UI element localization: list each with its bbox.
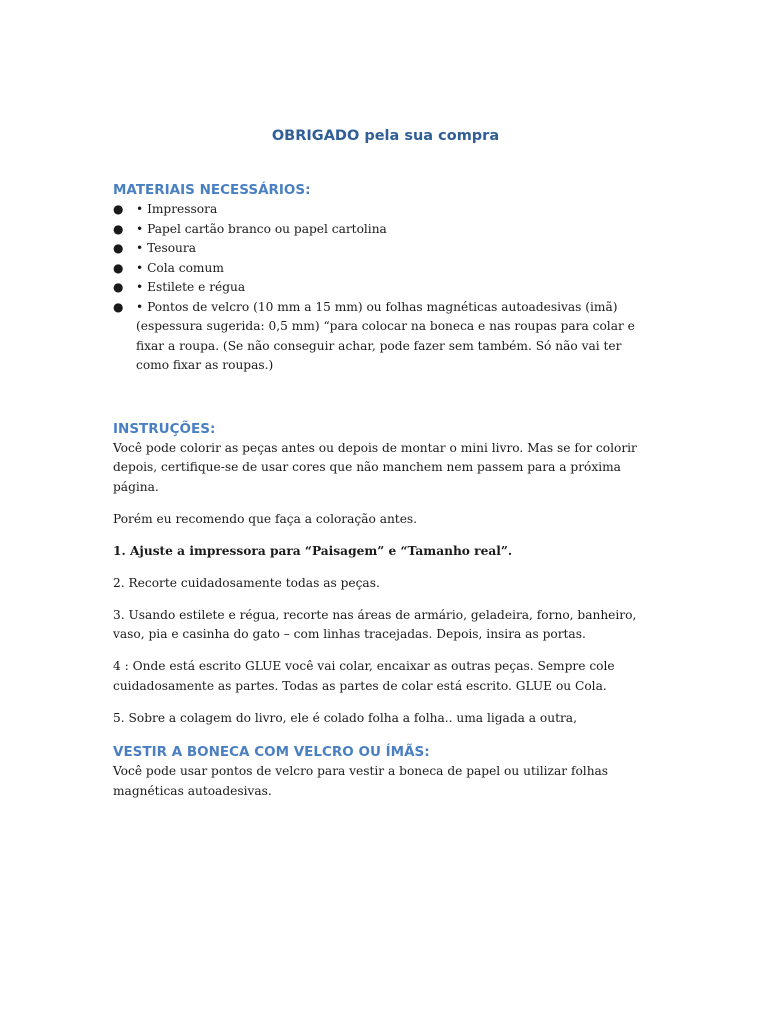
list-item	[113, 220, 658, 240]
instructions-recommend: Porém eu recomendo que faça a coloração antes.	[113, 511, 418, 526]
bullet-icon: ●	[113, 299, 124, 314]
list-item	[113, 278, 658, 298]
instruction-step-1: 1. Ajuste a impressora para “Paisagem” e “Tamanho real”.	[113, 543, 513, 558]
list-item-text: • Estilete e régua	[136, 280, 246, 294]
list-item	[113, 200, 658, 220]
list-item-text: • Pontos de velcro (10 mm a 15 mm) ou folhas magnéticas autoadesivas (imã) (espessura sugerida: 0,5 mm) “para colocar na boneca e nas roupas para colar e fixar a roupa. (Se não conseguir achar, pode fazer sem também. Só não vai ter como fixar as roupas.)	[136, 299, 635, 372]
list-item	[113, 239, 658, 259]
list-item-text: • Tesoura	[136, 241, 196, 255]
bullet-icon: ●	[113, 221, 124, 236]
list-item	[113, 298, 658, 376]
bullet-icon: ●	[113, 202, 124, 216]
document-page	[113, 120, 658, 801]
list-item-text: • Cola comum	[136, 260, 224, 275]
instructions-heading: INSTRUÇÕES:	[113, 420, 216, 437]
instruction-step-5: 5. Sobre a colagem do livro, ele é colado folha a folha.. uma ligada a outra,	[113, 710, 577, 725]
vestir-text: Você pode usar pontos de velcro para vestir a boneca de papel ou utilizar folhas magnéticas autoadesivas.	[113, 764, 609, 798]
list-item-text: • Papel cartão branco ou papel cartolina	[136, 221, 387, 236]
bullet-icon: ●	[113, 260, 124, 275]
instruction-step-2: 2. Recorte cuidadosamente todas as peças.	[113, 575, 380, 590]
list-item	[113, 259, 658, 279]
instruction-step-4: 4 : Onde está escrito GLUE você vai colar, encaixar as outras peças. Sempre cole cuidadosamente as partes. Todas as partes de colar está escrito. GLUE ou Cola.	[113, 659, 615, 693]
instructions-intro: Você pode colorir as peças antes ou depois de montar o mini livro. Mas se for colorir depois, certifique-se de usar cores que não manchem nem passem para a próxima página.	[113, 440, 637, 494]
materials-heading: MATERIAIS NECESSÁRIOS:	[113, 182, 311, 198]
list-item-text: • Impressora	[136, 202, 218, 216]
instruction-step-3: 3. Usando estilete e régua, recorte nas áreas de armário, geladeira, forno, banheiro, vaso, pia e casinha do gato – com linhas tracejadas. Depois, insira as portas.	[113, 607, 637, 641]
bullet-icon: ●	[113, 241, 124, 255]
materials-list	[113, 200, 658, 376]
vestir-heading: VESTIR A BONECA COM VELCRO OU ÍMÃS:	[113, 744, 430, 760]
bullet-icon: ●	[113, 280, 124, 294]
page-title: OBRIGADO pela sua compra	[271, 128, 500, 144]
